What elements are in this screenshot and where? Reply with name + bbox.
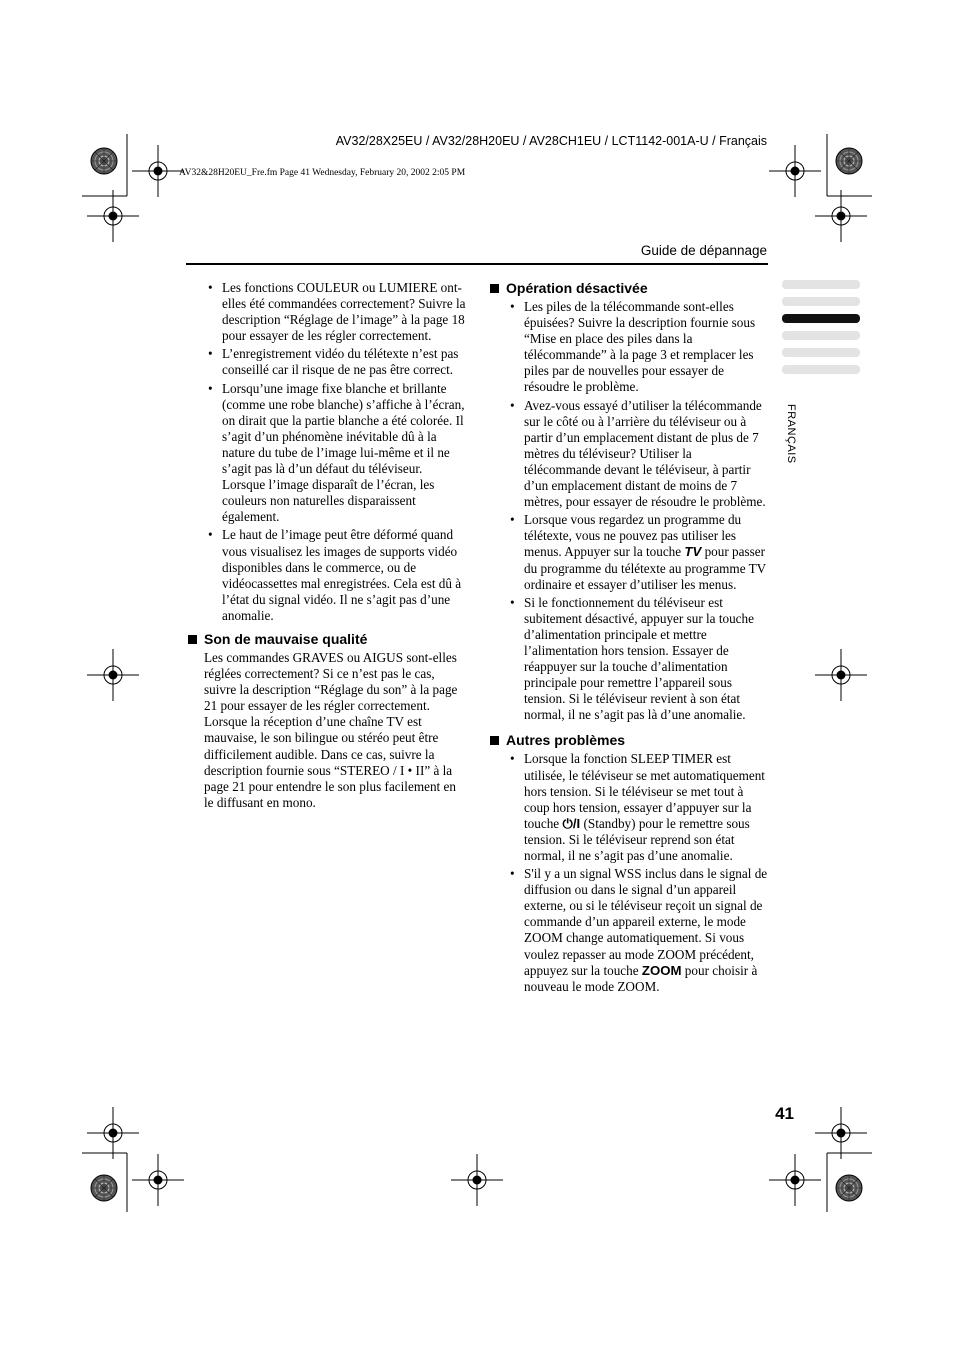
- bullet-text: S'il y a un signal WSS inclus dans le signal de diffusion ou dans le signal d’un appareil externe, ou si le téléviseur reçoit un signal de commande d’un appareil externe, le mode ZOOM change automatiquement. Si vous voulez repasser au mode ZOOM précédent, appuyez sur la touche: [524, 866, 768, 978]
- bullet-text: (Standby) pour le remettre sous tension. Si le téléviseur reprend son état normal, il ne s’agit pas d’une anomalie.: [524, 815, 750, 863]
- list-item: [488, 751, 770, 864]
- language-tabs: [782, 280, 860, 382]
- square-bullet-icon: [188, 635, 197, 644]
- disabled-bullets: [488, 299, 770, 723]
- bullet-text: Lorsque vous regardez un programme du télétexte, vous ne pouvez pas utiliser les menus. Appuyer sur la touche: [524, 512, 742, 560]
- other-heading: [488, 732, 770, 749]
- language-tab: [782, 297, 860, 306]
- list-item: • Les piles de la télécommande sont-elles épuisées? Suivre la description fournie sous “Mise en place des piles dans la télécommande” à la page 3 et remplacer les piles par de nouvelles pour essayer de résoudre le problème.: [488, 299, 770, 396]
- language-tab: [782, 365, 860, 374]
- list-item: • Avez-vous essayé d’utiliser la télécommande sur le côté ou à l’arrière du téléviseur ou à partir d’un emplacement distant de plus de 7 mètres du téléviseur? Utiliser la télécommande devant le téléviseur, à partir d’un emplacement distant de moins de 7 mètres, pour essayer de résoudre le problème.: [488, 398, 770, 511]
- bullet-text: pour choisir à nouveau le mode ZOOM.: [524, 962, 758, 994]
- picture-bullets: [186, 280, 466, 624]
- zoom-key-label: ZOOM: [641, 962, 682, 978]
- left-column: [186, 280, 466, 811]
- section-title: Guide de dépannage: [640, 243, 767, 258]
- other-bullets: [488, 751, 770, 994]
- disabled-heading-text: Opération désactivée: [506, 280, 648, 296]
- right-column: [488, 280, 770, 997]
- language-tab: [782, 280, 860, 289]
- list-item: • Si le fonctionnement du téléviseur est subitement désactivé, appuyer sur la touche d’alimentation principale et mettre l’alimentation hors tension. Essayer de réappuyer sur la touche d’alimentation principale pour remettre l’appareil sous tension. Si le téléviseur revient à son état normal, il ne s’agit pas là d’une anomalie.: [488, 595, 770, 724]
- language-tab: [782, 331, 860, 340]
- standby-key-label: ⏻/I: [562, 815, 581, 831]
- list-item: • L’enregistrement vidéo du télétexte n’est pas conseillé car il risque de ne pas être correct.: [186, 346, 466, 378]
- bullet-text: pour passer du programme du télétexte au programme TV ordinaire et essayer d’utiliser les menus.: [524, 544, 766, 592]
- language-tab-active: [782, 314, 860, 323]
- file-info: AV32&28H20EU_Fre.fm Page 41 Wednesday, February 20, 2002 2:05 PM: [179, 168, 466, 178]
- square-bullet-icon: [490, 284, 499, 293]
- tv-key-label: TV: [684, 544, 702, 560]
- list-item: [488, 866, 770, 995]
- language-tab: [782, 348, 860, 357]
- header-rule: [186, 263, 768, 265]
- list-item: • Lorsqu’une image fixe blanche et brillante (comme une robe blanche) s’affiche à l’écran, on dirait que la partie blanche a été colorée. Il s’agit d’un phénomène inévitable dû à la nature du tube de l’image lui-même et il ne s’agit pas là d’un défaut du téléviseur. Lorsque l’image disparaît de l’écran, les couleurs non naturelles disparaissent également.: [186, 381, 466, 526]
- disabled-heading: [488, 280, 770, 297]
- list-item: [488, 512, 770, 592]
- list-item: • Les fonctions COULEUR ou LUMIERE ont-elles été commandées correctement? Suivre la description “Réglage de l’image” à la page 18 pour essayer de les régler correctement.: [186, 280, 466, 344]
- model-header: AV32/28X25EU / AV32/28H20EU / AV28CH1EU / LCT1142-001A-U / Français: [335, 134, 767, 148]
- language-label: FRANÇAIS: [785, 404, 797, 464]
- sound-paragraph-2: Lorsque la réception d’une chaîne TV est mauvaise, le son bilingue ou stéréo peut être difficilement audible. Dans ce cas, suivre la description fournie sous “STEREO / I • II” à la page 21 pour entendre le son plus facilement en le diffusant en mono.: [204, 714, 456, 810]
- sound-paragraph-1: Les commandes GRAVES ou AIGUS sont-elles réglées correctement? Si ce n’est pas le cas, suivre la description “Réglage du son” à la page 21 pour essayer de les régler correctement.: [204, 649, 458, 714]
- other-heading-text: Autres problèmes: [506, 732, 626, 749]
- sound-heading: [186, 631, 466, 648]
- page-number: 41: [775, 1104, 794, 1123]
- sound-heading-text: Son de mauvaise qualité: [204, 630, 368, 647]
- square-bullet-icon: [490, 736, 499, 745]
- list-item: • Le haut de l’image peut être déformé quand vous visualisez les images de supports vidéo disponibles dans le commerce, ou de vidéocassettes mal enregistrées. Cela est dû à l’état du signal vidéo. Il ne s’agit pas d’une anomalie.: [186, 527, 466, 624]
- bullet-text: Lorsque la fonction SLEEP TIMER est utilisée, le téléviseur se met automatiquement hors tension. Si le téléviseur se met tout à coup hors tension, essayer d’appuyer sur la touche: [524, 751, 765, 831]
